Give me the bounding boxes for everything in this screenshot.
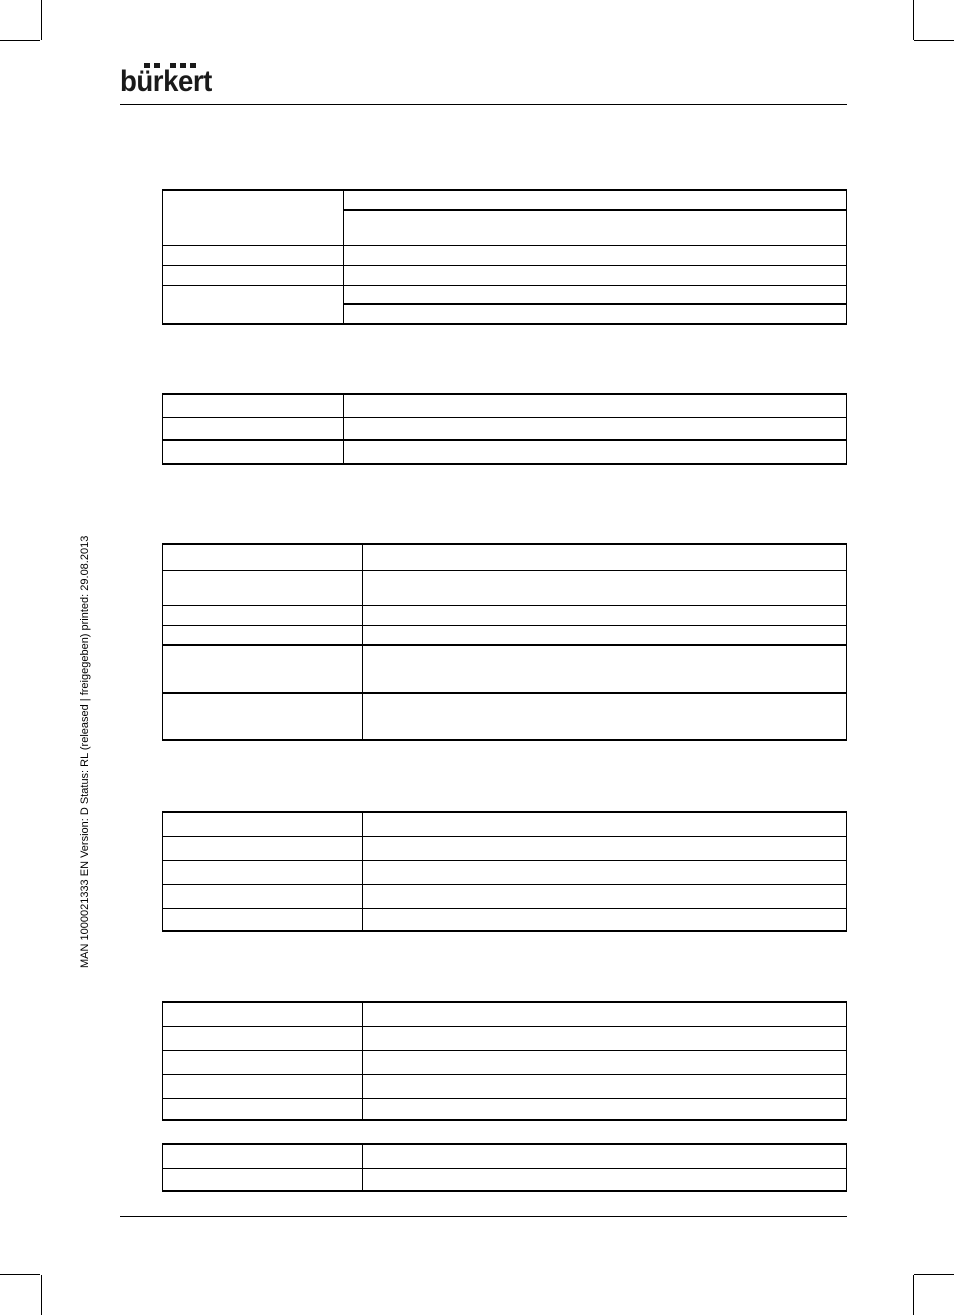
table-3 <box>162 543 847 741</box>
table-row <box>163 191 846 246</box>
table-row <box>163 813 846 837</box>
table-row <box>163 1051 846 1075</box>
table-row <box>163 646 846 694</box>
header-rule <box>120 104 847 105</box>
crop-mark <box>913 1275 914 1315</box>
table-row <box>163 885 846 909</box>
table-row <box>163 837 846 861</box>
table-row <box>163 1003 846 1027</box>
table-row <box>163 626 846 646</box>
table-row <box>163 286 846 323</box>
table-row <box>163 1075 846 1099</box>
table-row <box>163 861 846 885</box>
table-row <box>163 1169 846 1190</box>
table-row <box>163 246 846 266</box>
table-row <box>163 418 846 441</box>
crop-mark <box>41 1275 42 1315</box>
table-row <box>163 545 846 571</box>
brand-logo-text: bürkert <box>120 65 212 98</box>
crop-mark <box>914 40 954 41</box>
crop-mark <box>0 1274 40 1275</box>
table-row <box>163 694 846 739</box>
crop-mark <box>0 40 40 41</box>
table-row <box>163 266 846 286</box>
table-row <box>163 571 846 606</box>
table-row <box>163 441 846 463</box>
table-1 <box>162 189 847 325</box>
crop-mark <box>41 0 42 40</box>
table-row <box>163 1027 846 1051</box>
brand-logo <box>120 62 230 98</box>
table-row <box>163 909 846 930</box>
table-row <box>163 395 846 418</box>
footer-rule <box>120 1216 847 1217</box>
crop-mark <box>913 0 914 40</box>
table-row <box>163 1145 846 1169</box>
document-status-line: MAN 1000021333 EN Version: D Status: RL (released | freigegeben) printed: 29.08.2013 <box>79 535 91 968</box>
table-6 <box>162 1143 847 1192</box>
table-2 <box>162 393 847 465</box>
table-row <box>163 1099 846 1119</box>
crop-mark <box>914 1274 954 1275</box>
table-4 <box>162 811 847 932</box>
table-5 <box>162 1001 847 1121</box>
table-row <box>163 606 846 626</box>
